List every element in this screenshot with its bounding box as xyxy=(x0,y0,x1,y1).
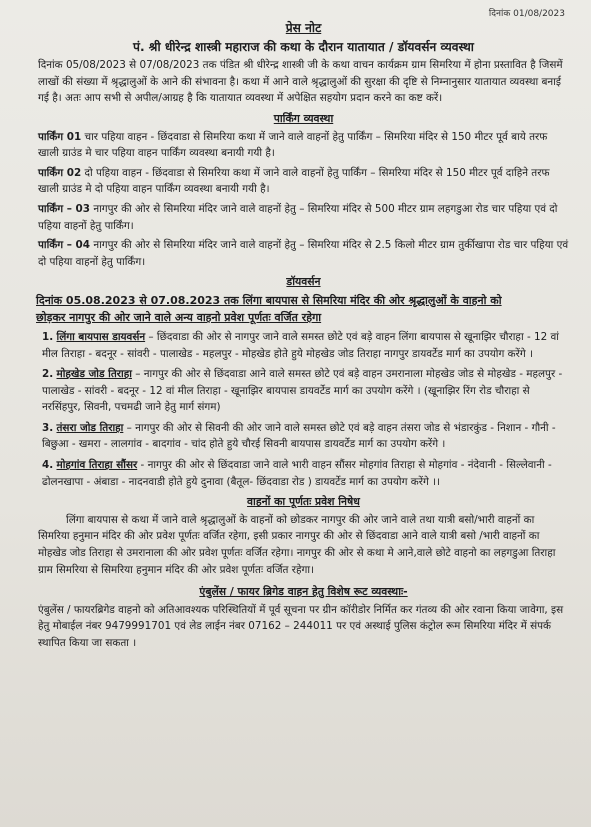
ambulance-section-title: एंबुलेंस / फायर ब्रिगेड वाहन हेतु विशेष रूट व्यवस्थाः- xyxy=(199,585,408,599)
parking-item xyxy=(38,129,569,162)
item-text: - नागपुर की ओर से छिंदवाडा जाने वाले भारी वाहन सौंसर मोहगांव तिराहा से मोहगांव - नंदेवानी - सिल्लेवानी - ढोलनखापा - अंबाडा - नादनवाडी होते हुये दुनावा (बैतूल- छिंदवाडा रोड ) डायवर्टेड मार्ग का उपयोग करेंगे ।। xyxy=(42,459,552,488)
item-text: – नागपुर की ओर से सिवनी की ओर जाने वाले समस्त छोटे एवं बड़े वाहन तंसरा जोड से भंडारकुंड - निशान - गौनी - बिछुआ - खमरा - लालगांव - बादगांव - चांद होते हुये चौरई सिवनी बायपास डायवर्टेड मार्ग का उपयोग करेंगे । xyxy=(42,421,556,451)
parking-text: चार पहिया वाहन - छिंदवाडा से सिमरिया कथा में जाने वाले वाहनों हेतु पार्किंग – सिमरिया मंदिर से 150 मीटर पूर्व बाये तरफ खाली ग्राउंड मे चार पहिया वाहन पार्किंग व्यवस्था बनायी गयी है। xyxy=(38,130,548,160)
parking-text: दो पहिया वाहन - छिंदवाडा से सिमरिया कथा में जाने वाले वाहनों हेतु पार्किंग – सिमरिया मंदिर से 150 मीटर पूर्व दाहिने तरफ खाली ग्राउंड मे दो पहिया वाहन पार्किंग व्यवस्था बनायी गयी है। xyxy=(38,166,550,196)
item-heading: मोहखेड जोड तिराहा xyxy=(56,368,132,381)
prohibition-paragraph: लिंगा बायपास से कथा में जाने वाले श्रृद्धालुओं के वाहनों को छोडकर नागपुर की ओर जाने वाले तथा यात्री बसो/भारी वाहनों का सिमरिया हनुमान मंदिर की ओर प्रवेश पूर्णतः वर्जित रहेगा, इसी प्रकार नागपुर की ओर से छिंदवाडा आने वाले यात्री बसो /भारी वाहनों का मोहखेड जोड तिराहा से उमरानाला की ओर प्रवेश पूर्णतः वर्जित रहेगा। नागपुर की ओर से कथा मे आने,वाले छोटे वाहनो का लहगडुआ तिराहा ग्राम सिमरिया से सिमरिया हनुमान मंदिर की ओर प्रवेश पूर्णतः वर्जित रहेगा। xyxy=(38,513,556,576)
parking-item xyxy=(38,165,569,198)
parking-label: पार्किंग 02 xyxy=(38,166,82,179)
item-number: 4. xyxy=(42,459,54,472)
document-title: प्रेस नोट xyxy=(285,21,322,35)
parking-item xyxy=(38,201,569,234)
item-text: – छिंदवाडा की ओर से नागपुर जाने वाले समस्त छोटे एवं बड़े वाहन लिंगा बायपास से खूनाझिर चौराहा - 12 वां मील तिराहा - बदनूर - सांवरी - पालाखेड - महलपुर - मोहखेड होते हुये मोहखेड जोड तिराहा नागपुर डायवर्टेड मार्ग का उपयोग करेंगे । xyxy=(42,330,559,360)
item-text: – नागपुर की ओर से छिंदवाडा आने वाले समस्त छोटे एवं बड़े वाहन उमरानाला मोहखेड जोड से मोहखेड - महलपुर - पालाखेड - सांवरी - बदनूर - 12 वां मील तिराहा - खूनाझिर बायपास डायवर्टेड मार्ग का उपयोग करेंगे । (खूनाझिर रिंग रोड चौराहा से नरसिंहपुर, सिवनी, पचमढी जाने हेतु मार्ग संगम) xyxy=(42,368,563,414)
item-number: 1. xyxy=(42,330,54,343)
diversion-item xyxy=(38,366,569,416)
item-heading: तंसरा जोड तिराहा xyxy=(56,421,124,434)
parking-label: पार्किंग – 04 xyxy=(38,239,91,252)
diversion-item xyxy=(38,329,569,362)
item-heading: लिंगा बायपास डायवर्सन xyxy=(56,330,146,343)
item-heading: मोहगांव तिराहा सौंसर xyxy=(56,459,138,472)
parking-label: पार्किंग – 03 xyxy=(38,202,91,215)
parking-label: पार्किंग 01 xyxy=(38,130,82,143)
parking-list xyxy=(38,129,569,271)
diversion-list xyxy=(38,329,569,490)
item-number: 3. xyxy=(42,421,54,434)
parking-item xyxy=(38,237,569,270)
diversion-item xyxy=(38,420,569,453)
diversion-banner xyxy=(36,292,569,326)
ambulance-paragraph: एंबुलेंस / फायरब्रिगेड वाहनो को अतिआवश्यक परिस्थितियों में पूर्व सूचना पर ग्रीन कॉरीडोर निर्मित कर गंतव्य की ओर रवाना किया जावेगा, इस हेतु मोबाईल नंबर 9479991701 एवं लेड लाईन नंबर 07162 – 244011 पर एवं अस्थाई पुलिस कंट्रोल रूम सिमरिया मंदिर में संपर्क स्थापित किया जा सकता । xyxy=(38,603,564,649)
diversion-section-title: डॉयवर्सन xyxy=(286,275,321,289)
intro-paragraph: दिनांक 05/08/2023 से 07/08/2023 तक पंडित श्री धीरेन्द्र शास्त्री जी के कथा वाचन कार्यक्रम ग्राम सिमरिया में होना प्रस्तावित है जिसमें लाखों की संख्या में श्रृद्धालुओं के आने की संभावना है। कथा में आने वाले श्रृद्धालुओं की सुरक्षा की दृष्टि से निम्नानुसार यातायात व्यवस्था बनाई गई है। अतः आप सभी से अपील/आग्रह है कि यातायात व्यवस्था में अपेक्षित सहयोग प्रदान करने का कष्ट करें। xyxy=(38,59,563,105)
diversion-banner-line1: दिनांक 05.08.2023 से 07.08.2023 तक लिंगा बायपास से सिमरिया मंदिर की ओर श्रृद्धालुओं के वाहनो को xyxy=(36,293,502,307)
parking-section-title: पार्किंग व्यवस्था xyxy=(273,111,334,125)
prohibition-section-title: वाहनों का पूर्णतः प्रवेश निषेध xyxy=(247,495,360,509)
diversion-banner-line2: छोड़कर नागपुर की ओर जाने वाले अन्य वाहनो प्रवेश पूर्णतः वर्जित रहेगा xyxy=(36,310,322,324)
parking-text: नागपुर की ओर से सिमरिया मंदिर जाने वाले वाहनों हेतु – सिमरिया मंदिर से 2.5 किलो मीटर ग्राम तुर्कीखापा रोड चार पहिया एवं दो पहिया वाहनों हेतु पार्किंग। xyxy=(38,239,569,268)
item-number: 2. xyxy=(42,368,54,381)
document-subject: पं. श्री धीरेन्द्र शास्त्री महाराज की कथा के दौरान यातायात / डॉयवर्सन व्यवस्था xyxy=(133,39,474,54)
diversion-item xyxy=(38,457,569,490)
parking-text: नागपुर की ओर से सिमरिया मंदिर जाने वाले वाहनों हेतु – सिमरिया मंदिर से 500 मीटर ग्राम लहगडुआ रोड चार पहिया एवं दो पहिया वाहनों हेतु पार्किंग। xyxy=(38,202,558,232)
note-date: दिनांक 01/08/2023 xyxy=(488,9,565,19)
